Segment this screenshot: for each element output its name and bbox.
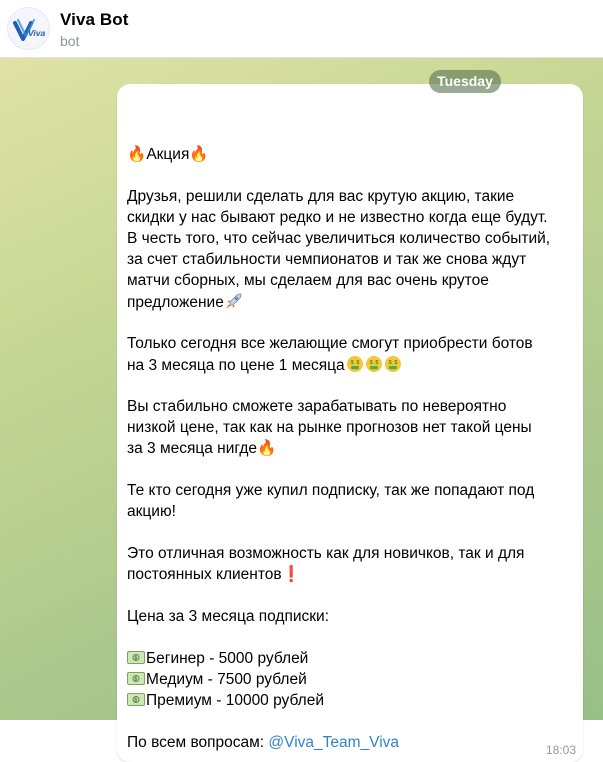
message-bubble[interactable] bbox=[117, 84, 583, 762]
message-line: Цена за 3 месяца подписки: bbox=[127, 608, 330, 625]
svg-text:$: $ bbox=[134, 697, 138, 704]
date-separator: Tuesday bbox=[429, 70, 501, 93]
message-line bbox=[127, 292, 243, 313]
contact-link[interactable]: @Viva_Team_Viva bbox=[268, 734, 400, 751]
message-title-line bbox=[127, 145, 209, 166]
price-label: Бегинер - 5000 рублей bbox=[146, 650, 309, 667]
bot-status: bot bbox=[60, 33, 80, 49]
fire-icon: 🔥 bbox=[127, 146, 147, 163]
bot-name[interactable]: Viva Bot bbox=[60, 10, 129, 29]
message-line: низкой цене, так как на рынке прогнозов нет такой цены bbox=[127, 419, 532, 436]
message-line: Те кто сегодня уже купил подписку, так же попадают под bbox=[127, 482, 535, 499]
message-line: акцию! bbox=[127, 503, 176, 520]
chat-header[interactable] bbox=[0, 0, 603, 58]
price-item bbox=[127, 649, 308, 670]
price-item bbox=[127, 670, 307, 691]
message-line-text: постоянных клиентов bbox=[127, 566, 282, 583]
dollar-banknote-icon bbox=[127, 651, 145, 664]
message-line: за счет стабильности чемпионатов и так же снова ждут bbox=[127, 251, 527, 268]
exclamation-icon: ❗ bbox=[281, 566, 301, 583]
fire-icon: 🔥 bbox=[257, 440, 277, 457]
price-item bbox=[127, 691, 324, 712]
message-title: Акция bbox=[146, 146, 190, 163]
message-line bbox=[127, 439, 276, 460]
message-line-text: за 3 месяца нигде bbox=[127, 440, 258, 457]
message-line: Вы стабильно сможете зарабатывать по невероятно bbox=[127, 398, 507, 415]
message-line: Это отличная возможность как для новичков, так и для bbox=[127, 545, 525, 562]
message-line: скидки у нас бывают редко и не известно когда еще будут. bbox=[127, 209, 548, 226]
contact-line bbox=[127, 733, 399, 754]
price-label: Медиум - 7500 рублей bbox=[146, 671, 307, 688]
message-line: В честь того, что сейчас увеличиться количество событий, bbox=[127, 230, 551, 247]
message-line-text: на 3 месяца по цене 1 месяца bbox=[127, 357, 345, 374]
dollar-banknote-icon bbox=[127, 672, 145, 685]
message-line-text: предложение bbox=[127, 294, 224, 311]
avatar-text: Viva bbox=[28, 28, 46, 38]
svg-text:$: $ bbox=[394, 360, 398, 366]
money-mouth-face-icon bbox=[365, 355, 383, 373]
money-mouth-face-icon bbox=[346, 355, 364, 373]
svg-text:$: $ bbox=[134, 655, 138, 662]
message-line: Только сегодня все желающие смогут приобрести ботов bbox=[127, 335, 533, 352]
message-line: матчи сборных, мы сделаем для вас очень крутое bbox=[127, 272, 489, 289]
viva-logo-icon bbox=[8, 8, 51, 51]
message-line bbox=[127, 355, 402, 376]
svg-text:$: $ bbox=[388, 360, 392, 366]
svg-text:$: $ bbox=[350, 360, 354, 366]
price-label: Премиум - 10000 рублей bbox=[146, 692, 324, 709]
money-mouth-face-icon bbox=[384, 355, 402, 373]
message-line bbox=[127, 565, 301, 586]
dollar-banknote-icon bbox=[127, 693, 145, 706]
svg-text:$: $ bbox=[134, 676, 138, 683]
fire-icon: 🔥 bbox=[189, 146, 209, 163]
svg-text:$: $ bbox=[356, 360, 360, 366]
chat-area[interactable] bbox=[0, 58, 603, 757]
message-line: Друзья, решили сделать для вас крутую акцию, такие bbox=[127, 188, 515, 205]
svg-text:$: $ bbox=[369, 360, 373, 366]
contact-prefix: По всем вопросам: bbox=[127, 734, 269, 751]
bot-avatar[interactable] bbox=[7, 7, 50, 50]
message-time: 18:03 bbox=[545, 743, 576, 757]
svg-text:$: $ bbox=[375, 360, 379, 366]
rocket-icon bbox=[225, 292, 243, 310]
